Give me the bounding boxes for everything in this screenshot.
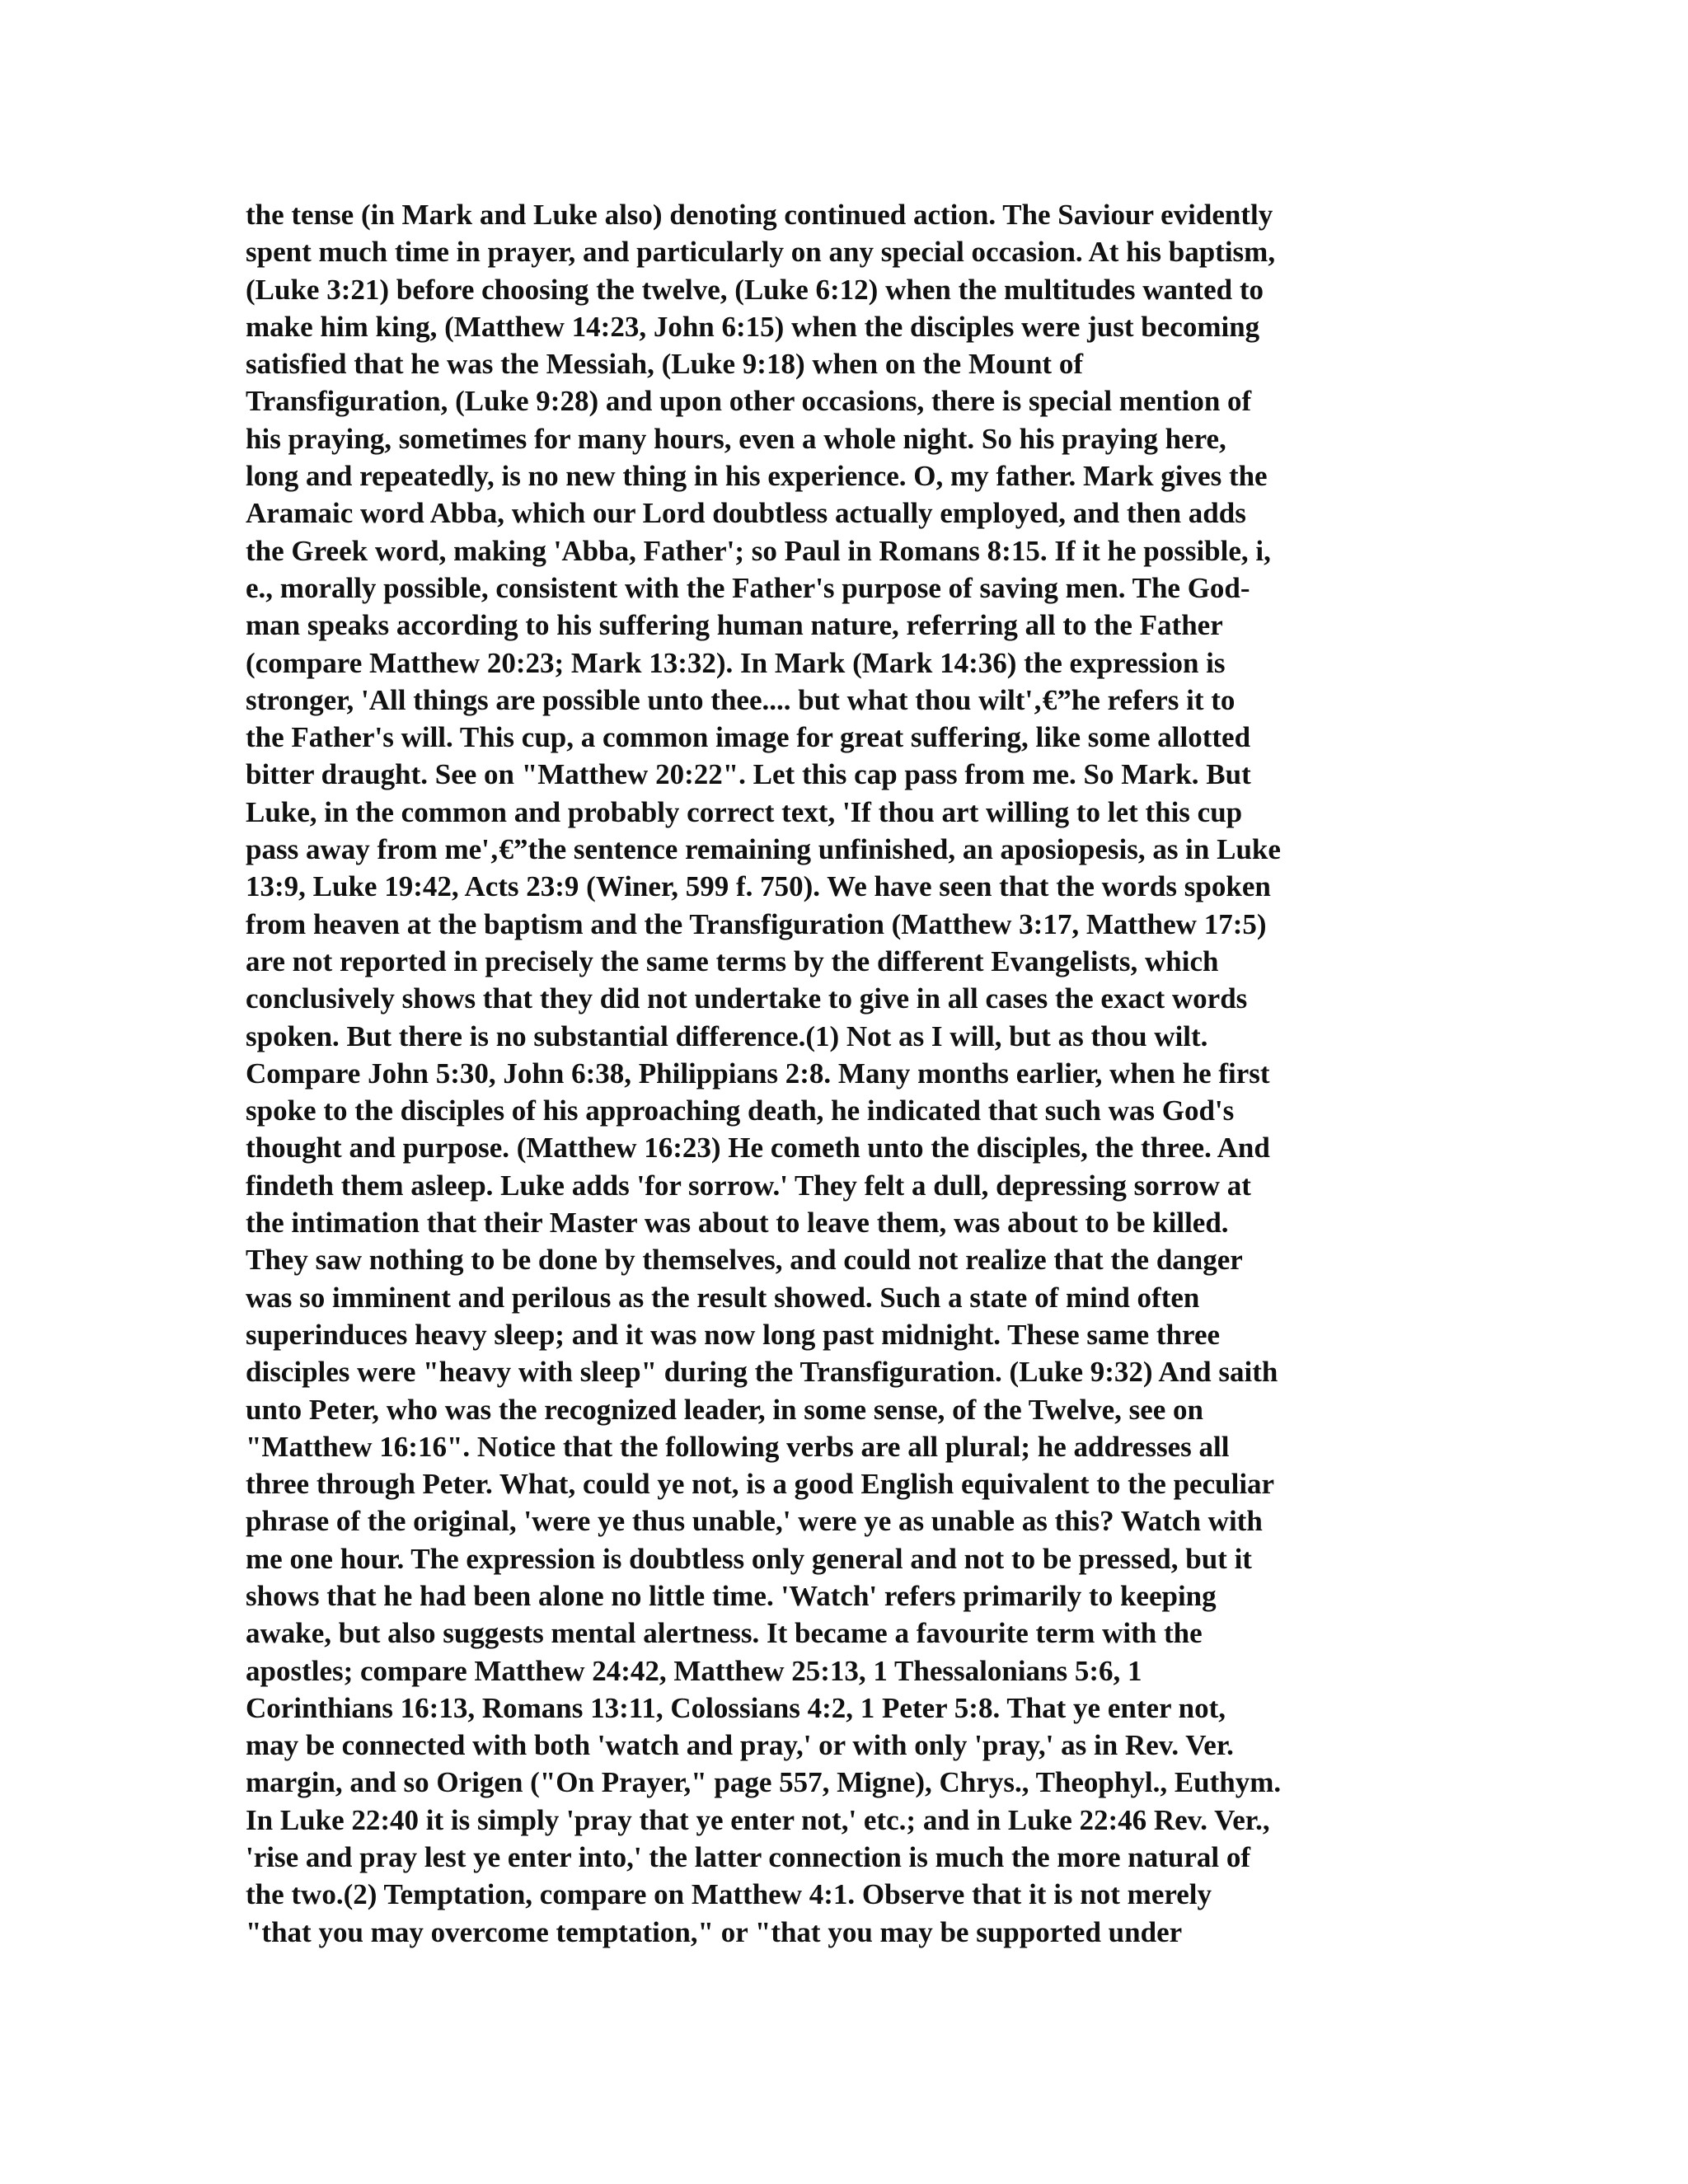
text-line: disciples were "heavy with sleep" during the Transfiguration. (Luke 9:32) And saith (246, 1356, 1278, 1389)
text-line: stronger, 'All things are possible unto thee.... but what thou wilt'‚€”he refers it to (246, 683, 1236, 716)
text-line: In Luke 22:40 it is simply 'pray that ye enter not,' etc.; and in Luke 22:46 Rev. Ver., (246, 1803, 1270, 1836)
text-line: me one hour. The expression is doubtless only general and not to be pressed, but it (246, 1542, 1252, 1575)
text-line: 'rise and pray lest ye enter into,' the latter connection is much the more natural of (246, 1841, 1251, 1874)
text-line: his praying, sometimes for many hours, even a whole night. So his praying here, (246, 422, 1226, 455)
text-line: findeth them asleep. Luke adds 'for sorrow.' They felt a dull, depressing sorrow at (246, 1169, 1251, 1202)
text-line: "that you may overcome temptation," or "that you may be supported under (246, 1915, 1183, 1948)
body-text (246, 196, 1449, 1951)
text-line: the Father's will. This cup, a common image for great suffering, like some allotted (246, 721, 1251, 754)
text-line: (Luke 3:21) before choosing the twelve, (Luke 6:12) when the multitudes wanted to (246, 273, 1264, 306)
text-line: the intimation that their Master was about to leave them, was about to be killed. (246, 1207, 1229, 1240)
text-line: Transfiguration, (Luke 9:28) and upon other occasions, there is special mention of (246, 385, 1252, 418)
text-line: bitter draught. See on "Matthew 20:22". Let this cap pass from me. So Mark. But (246, 758, 1251, 791)
text-line: the tense (in Mark and Luke also) denoting continued action. The Saviour evidently (246, 199, 1273, 231)
text-line: Compare John 5:30, John 6:38, Philippians 2:8. Many months earlier, when he first (246, 1057, 1270, 1090)
text-line: (compare Matthew 20:23; Mark 13:32). In Mark (Mark 14:36) the expression is (246, 646, 1226, 679)
text-line: Aramaic word Abba, which our Lord doubtless actually employed, and then adds (246, 497, 1246, 530)
text-line: margin, and so Origen ("On Prayer," page 557, Migne), Chrys., Theophyl., Euthym. (246, 1766, 1282, 1799)
text-line: man speaks according to his suffering human nature, referring all to the Father (246, 609, 1223, 642)
text-line: may be connected with both 'watch and pray,' or with only 'pray,' as in Rev. Ver. (246, 1729, 1234, 1762)
text-line: phrase of the original, 'were ye thus unable,' were ye as unable as this? Watch with (246, 1505, 1263, 1538)
text-line: make him king, (Matthew 14:23, John 6:15) when the disciples were just becoming (246, 310, 1260, 343)
text-line: the two.(2) Temptation, compare on Matthew 4:1. Observe that it is not merely (246, 1878, 1212, 1911)
text-line: satisfied that he was the Messiah, (Luke 9:18) when on the Mount of (246, 348, 1083, 381)
text-line: Luke, in the common and probably correct text, 'If thou art willing to let this cup (246, 795, 1243, 828)
text-line: unto Peter, who was the recognized leader, in some sense, of the Twelve, see on (246, 1393, 1204, 1426)
text-line: from heaven at the baptism and the Transfiguration (Matthew 3:17, Matthew 17:5) (246, 907, 1267, 940)
text-line: spent much time in prayer, and particularly on any special occasion. At his baptism, (246, 236, 1276, 269)
text-line: thought and purpose. (Matthew 16:23) He cometh unto the disciples, the three. And (246, 1132, 1270, 1165)
text-line: e., morally possible, consistent with the Father's purpose of saving men. The God- (246, 571, 1250, 604)
text-line: Corinthians 16:13, Romans 13:11, Colossians 4:2, 1 Peter 5:8. That ye enter not, (246, 1691, 1226, 1724)
text-line: was so imminent and perilous as the result showed. Such a state of mind often (246, 1281, 1200, 1314)
text-line: 13:9, Luke 19:42, Acts 23:9 (Winer, 599 f. 750). We have seen that the words spoken (246, 870, 1271, 903)
text-line: spoken. But there is no substantial difference.(1) Not as I will, but as thou wilt. (246, 1019, 1208, 1052)
text-line: superinduces heavy sleep; and it was now long past midnight. These same three (246, 1318, 1221, 1351)
text-line: apostles; compare Matthew 24:42, Matthew 25:13, 1 Thessalonians 5:6, 1 (246, 1654, 1142, 1687)
text-line: spoke to the disciples of his approaching death, he indicated that such was God's (246, 1094, 1235, 1127)
text-line: awake, but also suggests mental alertness. It became a favourite term with the (246, 1617, 1203, 1650)
text-line: They saw nothing to be done by themselves, and could not realize that the danger (246, 1244, 1243, 1277)
text-line: the Greek word, making 'Abba, Father'; so Paul in Romans 8:15. If it he possible, i, (246, 534, 1271, 567)
text-line: are not reported in precisely the same terms by the different Evangelists, which (246, 944, 1219, 977)
text-line: pass away from me'‚€”the sentence remaining unfinished, an aposiopesis, as in Luke (246, 833, 1281, 866)
text-line: shows that he had been alone no little time. 'Watch' refers primarily to keeping (246, 1579, 1217, 1612)
text-line: three through Peter. What, could ye not, is a good English equivalent to the peculiar (246, 1468, 1275, 1501)
text-line: long and repeatedly, is no new thing in his experience. O, my father. Mark gives the (246, 460, 1268, 493)
text-line: conclusively shows that they did not undertake to give in all cases the exact words (246, 982, 1248, 1015)
text-line: "Matthew 16:16". Notice that the following verbs are all plural; he addresses all (246, 1430, 1230, 1463)
